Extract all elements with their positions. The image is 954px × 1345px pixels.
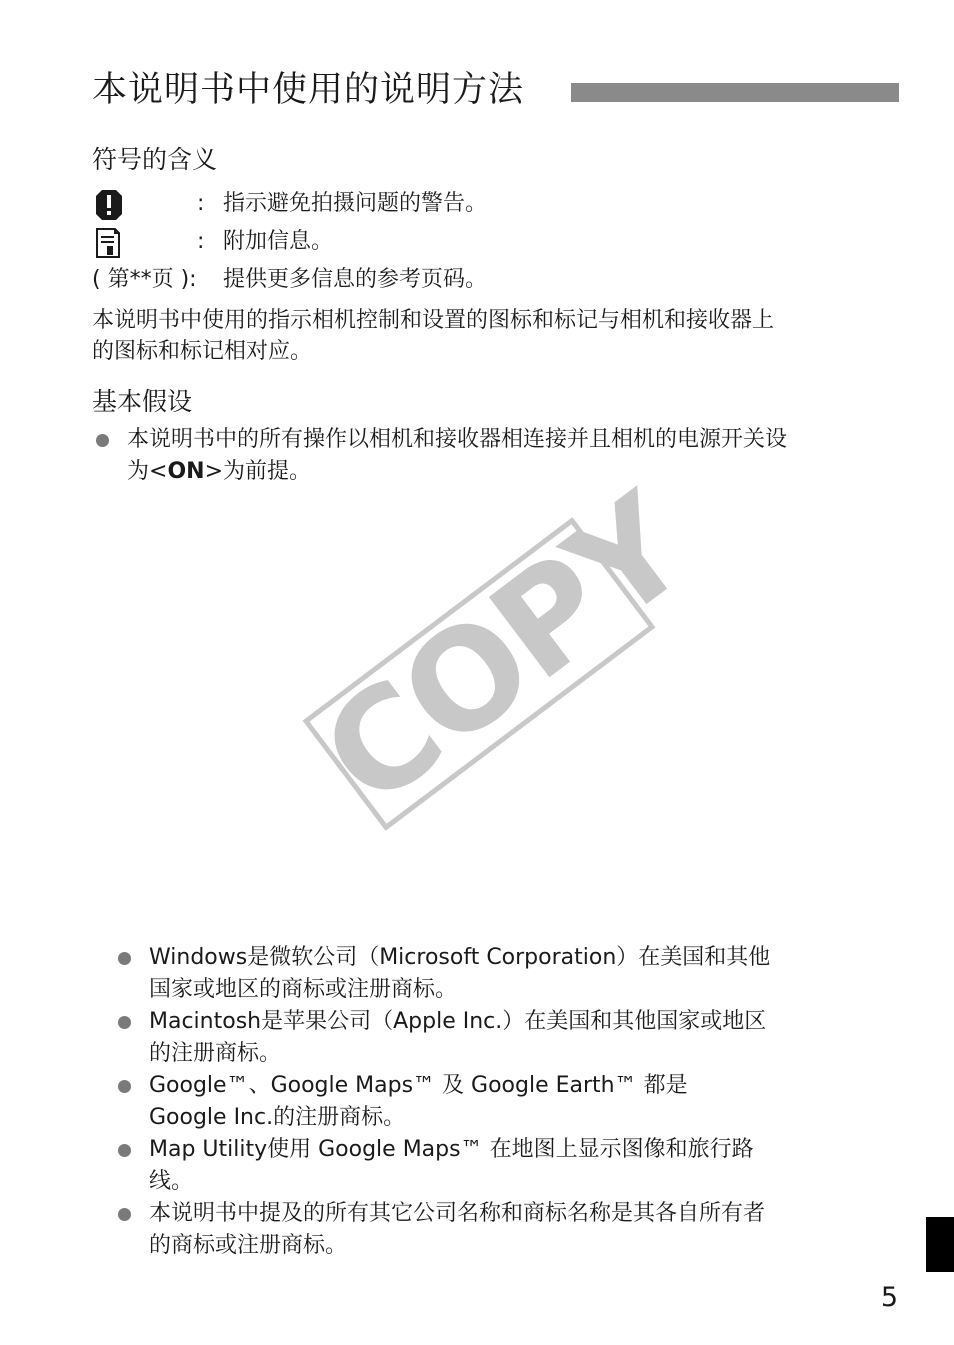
list-item-text	[149, 1006, 766, 1070]
list-item-line: 本说明书中的所有操作以相机和接收器相连接并且相机的电源开关设	[127, 427, 788, 452]
watermark-text: COPY	[294, 466, 714, 839]
list-item-text	[149, 1134, 754, 1198]
symbol-description: 附加信息。	[223, 229, 334, 254]
page-title: 本说明书中使用的说明方法	[92, 70, 525, 110]
title-rule-bar	[571, 83, 899, 102]
list-item-text	[127, 424, 787, 488]
bullet-icon	[96, 434, 109, 447]
colon: :	[197, 229, 205, 254]
list-item-line: Google™、Google Maps™ 及 Google Earth™ 都是	[149, 1073, 688, 1098]
section-heading-symbols: 符号的含义	[92, 145, 218, 174]
bullet-icon	[118, 952, 131, 965]
icon-note-paragraph	[92, 305, 892, 367]
list-item-text	[149, 942, 770, 1006]
chapter-side-tab	[926, 1217, 954, 1272]
memo-icon	[92, 228, 126, 258]
list-item-line: Macintosh是苹果公司（Apple Inc.）在美国和其他国家或地区	[149, 1009, 767, 1034]
symbol-description: 指示避免拍摄问题的警告。	[223, 191, 488, 216]
text-fragment: 为<	[127, 459, 168, 484]
bullet-icon	[118, 1016, 131, 1029]
on-switch-label: ON	[167, 459, 205, 484]
bullet-icon	[118, 1208, 131, 1221]
list-item-text	[149, 1070, 688, 1134]
page-number: 5	[880, 1282, 898, 1313]
list-item-line	[127, 456, 787, 488]
list-item-text	[149, 1198, 765, 1262]
list-item-line: 国家或地区的商标或注册商标。	[149, 977, 458, 1002]
page-reference-label: ( 第**页 ):	[92, 267, 197, 292]
list-item-line: 的商标或注册商标。	[149, 1233, 348, 1258]
list-item-line: Map Utility使用 Google Maps™ 在地图上显示图像和旅行路	[149, 1137, 754, 1162]
section-heading-basic-assumptions: 基本假设	[92, 387, 193, 416]
list-item-line: Windows是微软公司（Microsoft Corporation）在美国和其他	[149, 945, 771, 970]
paragraph-line: 的图标和标记相对应。	[92, 339, 313, 364]
text-fragment: >为前提。	[204, 459, 311, 484]
list-item-line: Google Inc.的注册商标。	[149, 1105, 406, 1130]
list-item-line: 线。	[149, 1169, 194, 1194]
copy-watermark	[294, 466, 714, 839]
colon: :	[197, 191, 205, 216]
symbol-description: 提供更多信息的参考页码。	[223, 267, 488, 292]
caution-icon	[92, 190, 126, 220]
bullet-icon	[118, 1080, 131, 1093]
list-item-line: 的注册商标。	[149, 1041, 282, 1066]
bullet-icon	[118, 1144, 131, 1157]
list-item-line: 本说明书中提及的所有其它公司名称和商标名称是其各自所有者	[149, 1201, 766, 1226]
paragraph-line: 本说明书中使用的指示相机控制和设置的图标和标记与相机和接收器上	[92, 308, 775, 333]
